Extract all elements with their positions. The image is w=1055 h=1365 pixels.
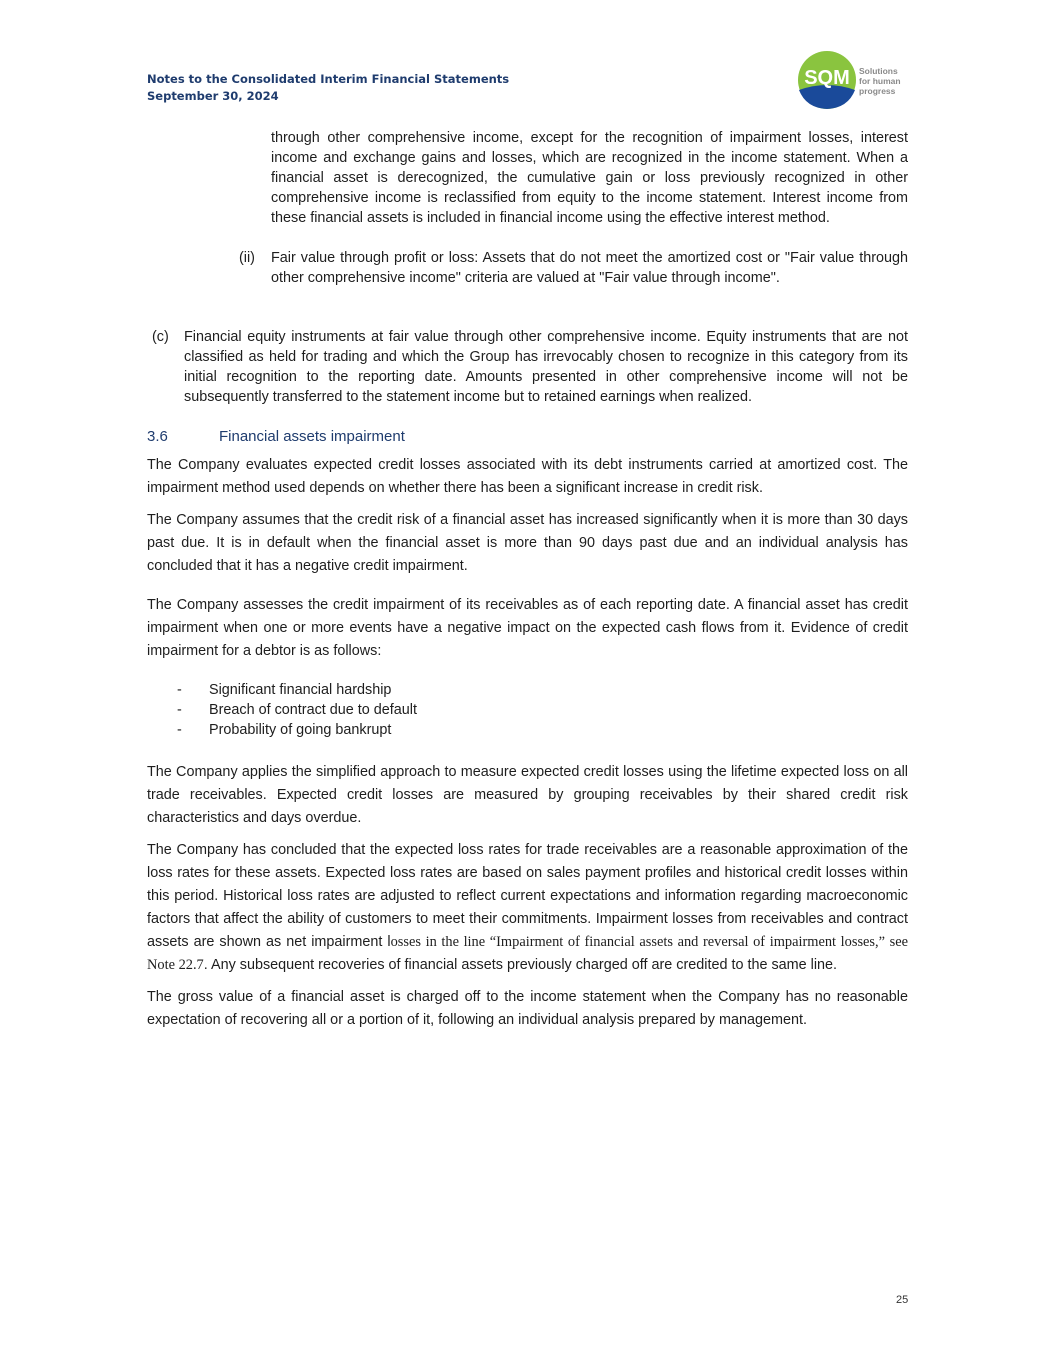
document-body xyxy=(147,128,908,1032)
sqm-logo-tagline: Solutions for human progress xyxy=(859,66,901,96)
paragraph: The Company assumes that the credit risk of a financial asset has increased significantly when it is more than 30 days past due. It is in default when the financial asset is more than 90 days past due and an individual analysis has concluded that it has a negative credit impairment. xyxy=(147,512,908,574)
paragraph: The Company applies the simplified approach to measure expected credit losses using the lifetime expected loss on all trade receivables. Expected credit losses are measured by grouping receivables by their shared credit risk characteristics and days overdue. xyxy=(147,764,908,826)
section-heading xyxy=(147,427,908,447)
section-number: 3.6 xyxy=(147,428,168,445)
header-date: September 30, 2024 xyxy=(147,89,279,103)
list-item: - Significant financial hardship xyxy=(177,682,392,698)
section-title: Financial assets impairment xyxy=(219,428,405,445)
list-item: - Probability of going bankrupt xyxy=(177,722,392,738)
sqm-logo-mark-icon xyxy=(796,50,858,112)
list-item-c xyxy=(152,327,908,407)
paragraph: The Company evaluates expected credit losses associated with its debt instruments carried at amortized cost. The impairment method used depends on whether there has been a significant increase in credit risk. xyxy=(147,457,908,496)
list-item-ii xyxy=(239,248,908,288)
continued-paragraph: through other comprehensive income, except for the recognition of impairment losses, interest income and exchange gains and losses, which are recognized in the income statement. When a financial asset is derecognized, the cumulative gain or loss previously recognized in other comprehensive income is reclassified from equity to the income statement. Interest income from these financial assets is included in financial income using the effective interest method. xyxy=(271,130,908,226)
bullet-list xyxy=(177,680,908,740)
sqm-logo-mark-text: SQM xyxy=(804,67,850,89)
page-number: 25 xyxy=(896,1294,909,1306)
paragraph: The Company assesses the credit impairment of its receivables as of each reporting date. A financial asset has credit impairment when one or more events have a negative impact on the expected cash flows from it. Evidence of credit impairment for a debtor is as follows: xyxy=(147,597,908,659)
paragraph: The Company has concluded that the expected loss rates for trade receivables are a reasonable approximation of the loss rates for these assets. Expected loss rates are based on sales payment profiles and historical credit losses within this period. Historical loss rates are adjusted to reflect current expectations and information regarding macroeconomic factors that affect the ability of customers to meet their commitments. Impairment losses from receivables and contract assets are shown as net impairment losses in the line “Impairment of financial assets and reversal of impairment losses,” see Note 22.7. Any subsequent recoveries of financial assets previously charged off are credited to the same line. xyxy=(147,842,908,973)
list-item-label: (c) xyxy=(152,329,169,345)
list-item-label: (ii) xyxy=(239,250,255,266)
sqm-logo xyxy=(796,50,921,112)
list-item-text: Fair value through profit or loss: Assets that do not meet the amortized cost or "Fair value through other comprehensive income" criteria are valued at "Fair value through income". xyxy=(271,250,908,286)
header-title: Notes to the Consolidated Interim Financial Statements xyxy=(147,72,510,86)
list-item: - Breach of contract due to default xyxy=(177,702,417,718)
paragraph: The gross value of a financial asset is charged off to the income statement when the Company has no reasonable expectation of recovering all or a portion of it, following an individual analysis prepared by management. xyxy=(147,989,908,1028)
page-header xyxy=(147,71,509,105)
list-item-text: Financial equity instruments at fair value through other comprehensive income. Equity instruments that are not classified as held for trading and which the Group has irrevocably chosen to recognize in this category from its initial recognition to the reporting date. Amounts presented in other comprehensive income will not be subsequently transferred to the statement income but to retained earnings when realized. xyxy=(184,329,908,405)
